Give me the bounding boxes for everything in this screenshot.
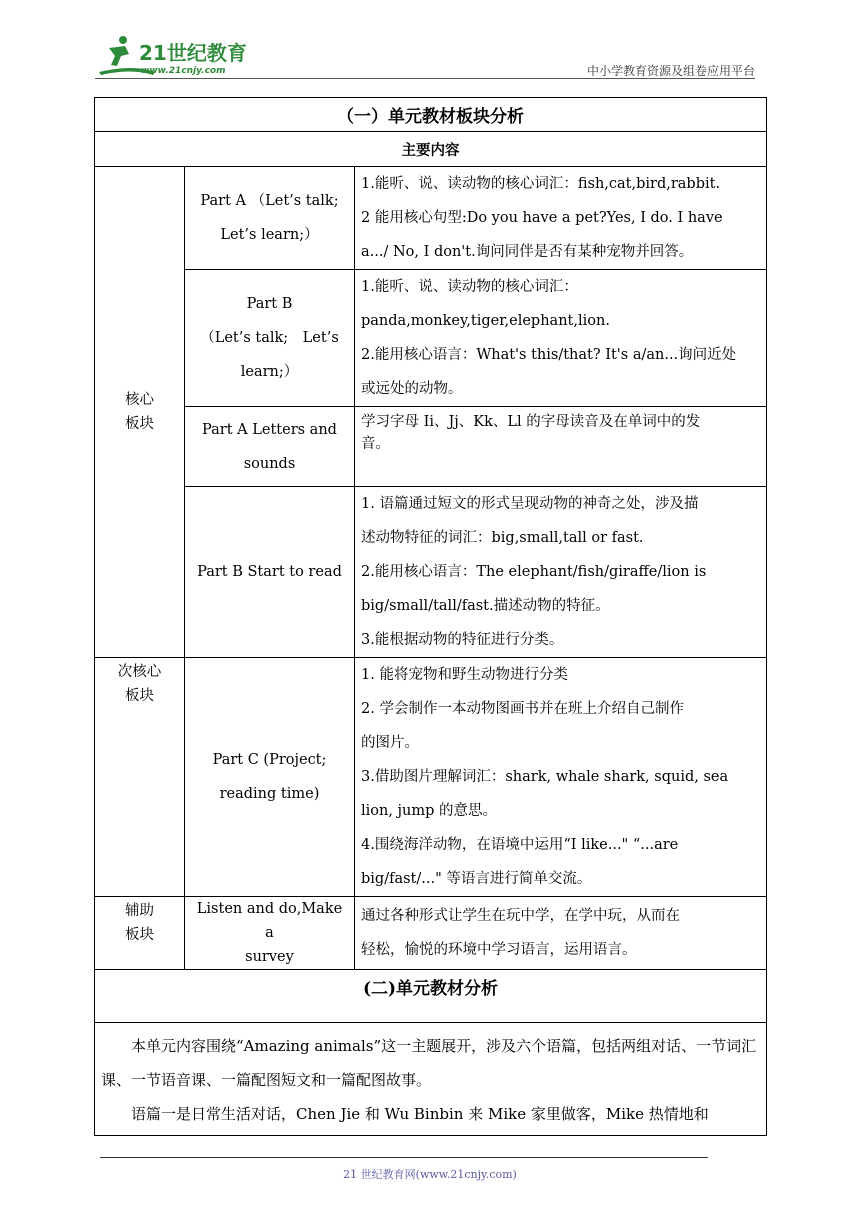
section2-title: (二)单元教材分析 (95, 970, 767, 1023)
part-b-start-to-read: Part B Start to read (185, 487, 355, 658)
category-secondary: 次核心 板块 (95, 658, 185, 897)
part-b-content: 1.能听、说、读动物的核心词汇： panda,monkey,tiger,elephant,lion. 2.能用核心语言：What's this/that? It's a/an...询问近处 或远处的动物。 (355, 270, 767, 407)
category-core: 核心 板块 (95, 167, 185, 658)
part-a-letters-sounds: Part A Letters and sounds (185, 407, 355, 487)
section2-body (95, 1023, 767, 1136)
unit-analysis-table (94, 97, 767, 1136)
listen-do-survey: Listen and do,Make a survey (185, 897, 355, 970)
footer-divider (100, 1157, 708, 1158)
svg-text:21世纪教育: 21世纪教育 (139, 41, 247, 65)
letters-sounds-content: 学习字母 Ii、Jj、Kk、Ll 的字母读音及在单词中的发 音。 (355, 407, 767, 487)
paragraph: 语篇一是日常生活对话，Chen Jie 和 Wu Binbin 来 Mike 家里做客，Mike 热情地和 (131, 1105, 709, 1123)
paragraph: 本单元内容围绕“Amazing animals”这一主题展开，涉及六个语篇，包括两组对话、一节词汇课、一节语音课、一篇配图短文和一篇配图故事。 (101, 1037, 757, 1089)
start-to-read-content: 1. 语篇通过短文的形式呈现动物的神奇之处，涉及描 述动物特征的词汇：big,small,tall or fast. 2.能用核心语言：The elephant/fish/giraffe/lion is big/small/tall/fast.描述动物的特征。 3.能根据动物的特征进行分类。 (355, 487, 767, 658)
part-b-talk-learn: Part B （Let’s talk; Let’s learn;） (185, 270, 355, 407)
site-logo (95, 34, 265, 76)
section1-title: （一）单元教材板块分析 (95, 98, 767, 132)
part-a-talk-learn: Part A （Let’s talk; Let’s learn;） (185, 167, 355, 270)
part-a-content: 1.能听、说、读动物的核心词汇：fish,cat,bird,rabbit. 2 能用核心句型:Do you have a pet?Yes, I do. I have a.../ No, I don't.询问同伴是否有某种宠物并回答。 (355, 167, 767, 270)
page-footer: 21 世纪教育网(www.21cnjy.com) (343, 1168, 517, 1181)
section1-subtitle: 主要内容 (95, 132, 767, 167)
category-auxiliary: 辅助 板块 (95, 897, 185, 970)
part-c-project-reading: Part C (Project; reading time) (185, 658, 355, 897)
svg-text:www.21cnjy.com: www.21cnjy.com (141, 66, 226, 76)
header-divider (95, 78, 755, 79)
platform-name: 中小学教育资源及组卷应用平台 (586, 64, 755, 78)
page-header (95, 30, 755, 78)
listen-do-content: 通过各种形式让学生在玩中学，在学中玩，从而在 轻松，愉悦的环境中学习语言，运用语言。 (355, 897, 767, 970)
part-c-content: 1. 能将宠物和野生动物进行分类 2. 学会制作一本动物图画书并在班上介绍自己制作 的图片。 3.借助图片理解词汇：shark, whale shark, squid, sea lion, jump 的意思。 4.围绕海洋动物，在语境中运用“I like..." “...are big/fast/..." 等语言进行简单交流。 (355, 658, 767, 897)
